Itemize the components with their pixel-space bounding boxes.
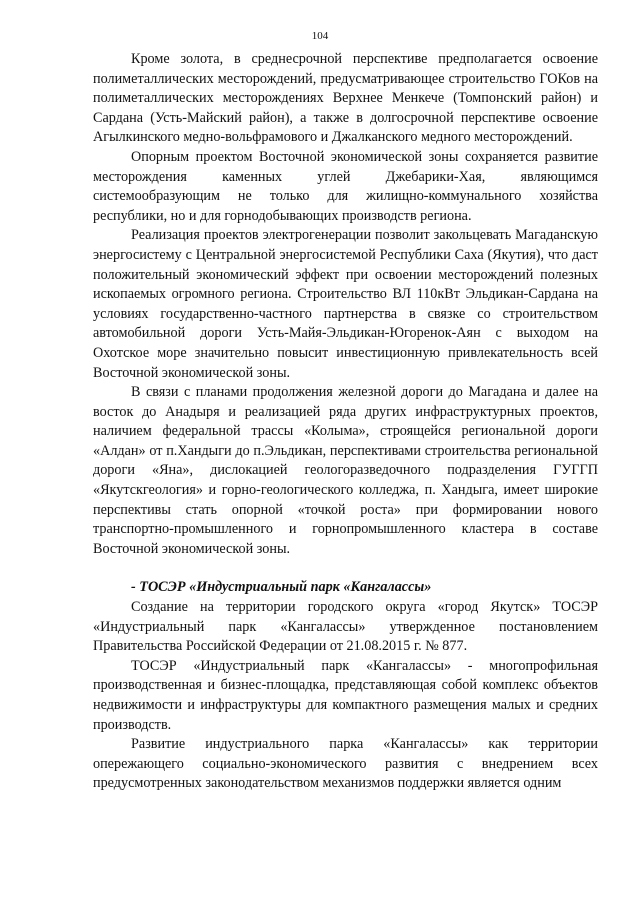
paragraph-park-development: Развитие индустриального парка «Кангаласcы» как территории опережающего социально-экономического развития с внедрением всех предусмотренных законодательством механизмов поддержки является одним xyxy=(93,736,598,792)
page-number: 104 xyxy=(311,30,329,42)
document-body xyxy=(93,50,598,794)
paragraph-park-description: ТОСЭР «Индустриальный парк «Кангаласcы» - многопрофильная производственная и бизнес-площадка, представляющая собой комплекс объектов недвижимости и инфраструктуры для компактного размещения малых и средних производств. xyxy=(93,657,598,733)
paragraph-coal-deposit: Опорным проектом Восточной экономической зоны сохраняется развитие месторождения каменных углей Джебарики-Хая, являющимся системообразующим не только для жилищно-коммунального хозяйства республики, но и для горнодобывающих производств региона. xyxy=(93,148,598,224)
paragraph-power-generation: Реализация проектов электрогенерации позволит закольцевать Магаданскую энергосистему с Центральной энергосистемой Республики Саха (Якутия), что даст положительный экономический эффект при освоении месторождений полезных ископаемых огромного региона. Строительство ВЛ 110кВт Эльдикан-Сардана на условиях государственно-частного партнерства в связке со строительством автомобильной дороги Усть-Майя-Эльдикан-Югоренок-Аян с выходом на Охотское море значительно повысит инвестиционную привлекательность всей Восточной экономической зоны. xyxy=(93,227,598,381)
section-spacer xyxy=(93,559,598,578)
paragraph-park-creation: Создание на территории городского округа «город Якутск» ТОСЭР «Индустриальный парк «Кангаласcы» утвержденное постановлением Правительства Российской Федерации от 21.08.2015 г. № 877. xyxy=(93,599,598,655)
section-heading: - ТОСЭР «Индустриальный парк «Кангаласcы» xyxy=(131,579,432,596)
paragraph-gold-polymetallic: Кроме золота, в среднесрочной перспективе предполагается освоение полиметаллических месторождений, предусматривающее строительство ГОКов на полиметаллических месторождениях Верхнее Менкече (Томпонский район) и Сардана (Усть-Майский район), а также в долгосрочной перспективе освоение Агылкинского медно-вольфрамового и Джалканского медного месторождений. xyxy=(93,51,598,146)
paragraph-transport-cluster: В связи с планами продолжения железной дороги до Магадана и далее на восток до Анадыря и реализацией ряда других инфраструктурных проектов, наличием федеральной трассы «Колыма», строящейся региональной дороги «Алдан» от п.Хандыги до п.Эльдикан, перспективами строительства региональной дороги «Яна», дислокацией геологоразведочного подразделения ГУГГП «Якутскгеология» и горно-геологического колледжа, п. Хандыга, имеет широкие перспективы стать опорной «точкой роста» при формировании нового транспортно-промышленного и горнопромышленного кластера в составе Восточной экономической зоны. xyxy=(93,384,598,557)
